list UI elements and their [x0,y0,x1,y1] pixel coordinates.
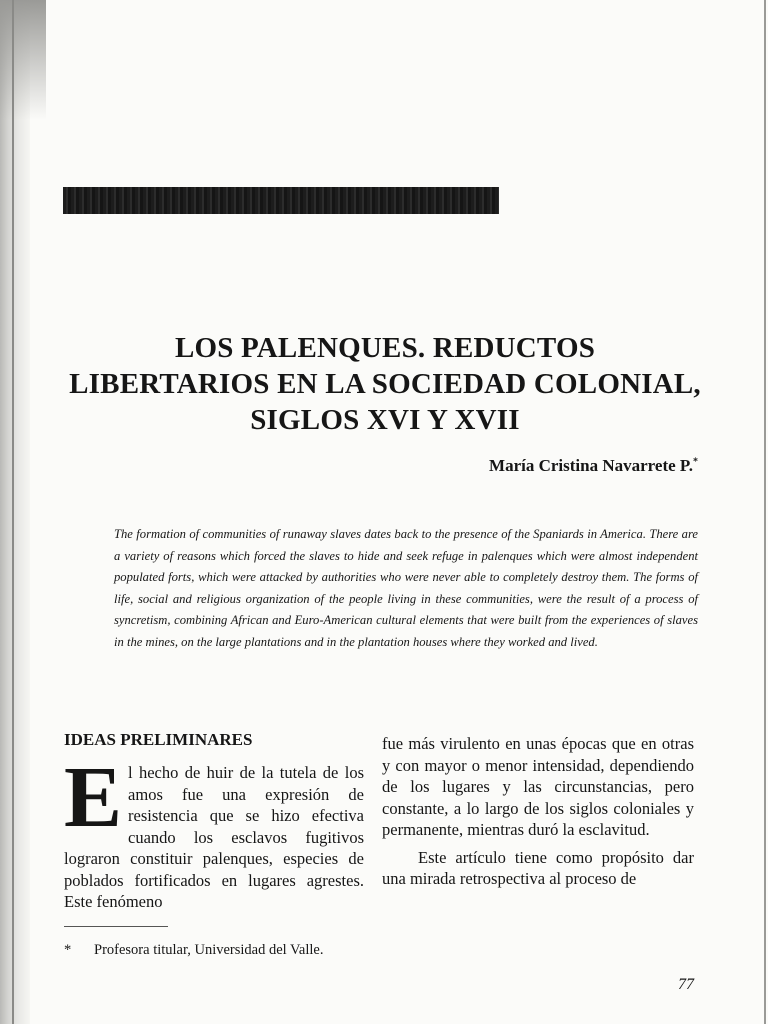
footnote-mark: * [64,942,72,958]
book-binding-shadow [0,0,30,1024]
drop-cap: E [64,748,123,845]
author-text: María Cristina Navarrete P. [489,456,693,475]
binding-top-shadow [0,0,46,120]
title-line-1: LOS PALENQUES. REDUCTOS [174,332,596,364]
binding-edge-line [12,0,14,1024]
footnote [64,942,323,959]
header-bar [63,187,499,214]
paragraph-1-left [64,748,364,913]
paragraph-1-left-text: l hecho de huir de la tutela de los amos fue una expresión de resistencia que se hizo efectiva cuando los esclavos fugitivos lograron constituir palenques, especies de poblados fortificados en lugares agrestes. Este fenómeno [64,763,364,911]
abstract: The formation of communities of runaway slaves dates back to the presence of the Spaniards in America. There are a variety of reasons which forced the slaves to hide and seek refuge in palenques which were almost independent populated forts, which were attacked by authorities who were never able to completely destroy them. The forms of life, social and religious organization of the people living in these communities, were the result of a process of syncretism, combining African and Euro-American cultural elements that were built from the experiences of slaves in the mines, on the large plantations and in the plantation houses where they worked and lived. [114,527,698,649]
footnote-rule [64,926,168,927]
page-number: 77 [678,976,694,993]
section-heading: IDEAS PRELIMINARES [64,730,253,749]
paragraph-1-right: fue más virulento en unas épocas que en otras y con mayor o menor intensidad, dependiendo de los lugares y las circunstancias, pero constante, a lo largo de los siglos coloniales y permanente, mientras duró la esclavitud. [382,734,694,839]
page-right-edge [764,0,766,1024]
title-line-2: LIBERTARIOS EN LA SOCIEDAD COLONIAL, [69,368,701,400]
right-column [382,733,694,890]
article-title [40,330,730,438]
footnote-text: Profesora titular, Universidad del Valle. [94,942,324,958]
paragraph-2: Este artículo tiene como propósito dar una mirada retrospectiva al proceso de [382,847,694,888]
title-line-3: SIGLOS XVI Y XVII [250,404,520,436]
left-column [64,730,364,913]
author-footnote-mark: * [693,456,698,468]
author-name [489,456,698,476]
